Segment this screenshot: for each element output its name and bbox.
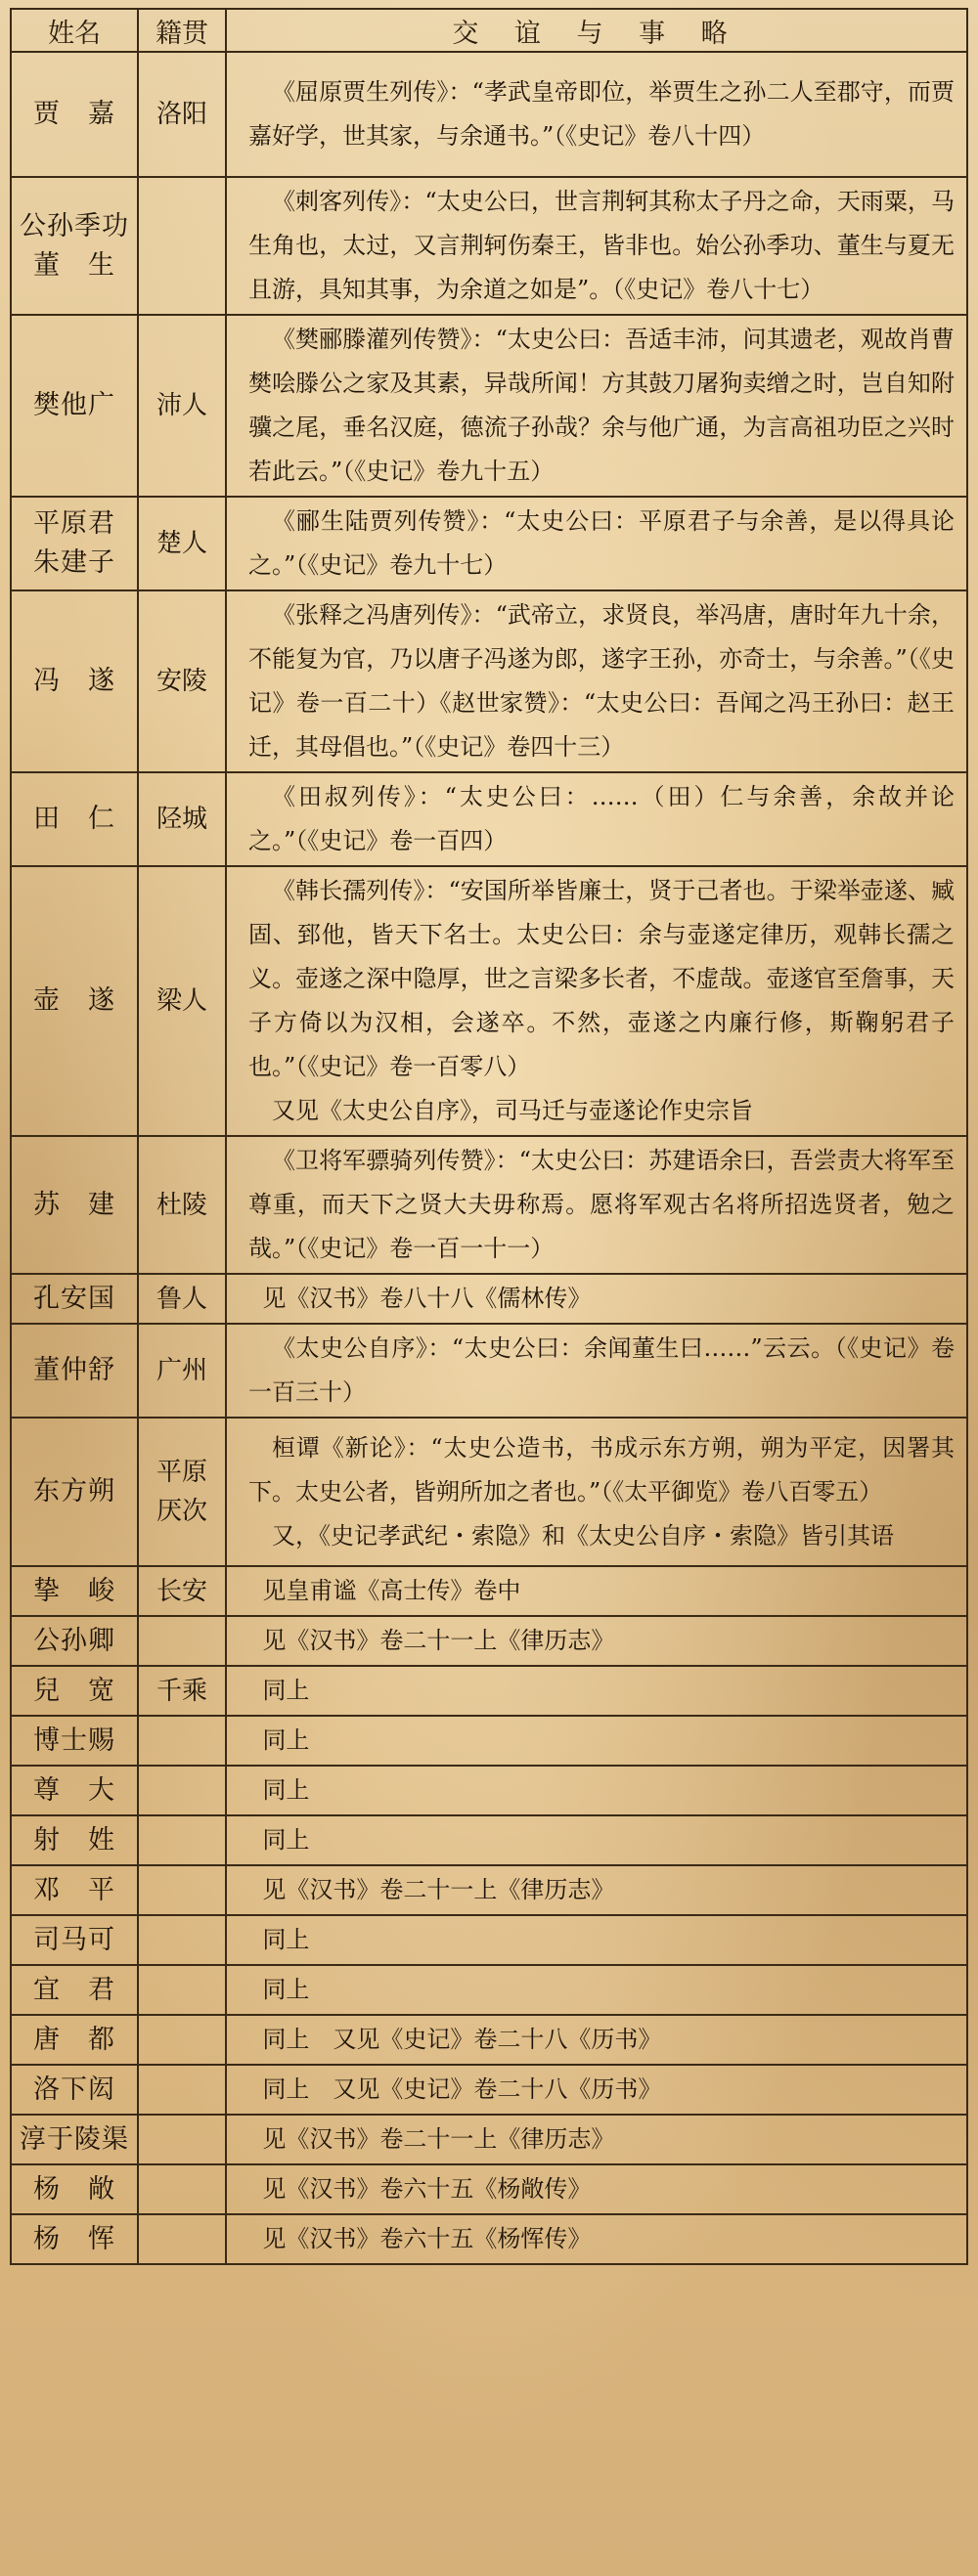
note-paragraph: 同上 (262, 1826, 310, 1854)
note-paragraph: 见《汉书》卷二十一上《律历志》 (262, 2125, 615, 2153)
relationship-notes (226, 1915, 967, 1965)
native-place: 鲁人 (138, 1274, 226, 1324)
note-paragraph: 见皇甫谧《高士传》卷中 (262, 1577, 521, 1604)
native-place (138, 1766, 226, 1815)
table-row (11, 1716, 967, 1766)
person-name: 博士赐 (11, 1716, 138, 1766)
relationship-notes (226, 866, 967, 1136)
person-name: 樊他广 (11, 315, 138, 497)
table-row (11, 2164, 967, 2214)
person-name: 贾 嘉 (11, 52, 138, 177)
native-place: 安陵 (138, 590, 226, 772)
table-row (11, 2214, 967, 2264)
relationship-notes (226, 772, 967, 866)
relationship-notes (226, 1865, 967, 1915)
table-row (11, 590, 967, 772)
note-paragraph: 同上 (262, 1677, 310, 1704)
native-place (138, 1616, 226, 1666)
person-name: 田 仁 (11, 772, 138, 866)
person-name: 挚 峻 (11, 1566, 138, 1616)
note-paragraph: 同上 (262, 1726, 310, 1754)
person-name: 公孙季功 董 生 (11, 177, 138, 315)
native-place (138, 2015, 226, 2065)
relationship-notes (226, 1815, 967, 1865)
native-place (138, 1915, 226, 1965)
header-place: 籍贯 (138, 9, 226, 52)
person-name: 尊 大 (11, 1766, 138, 1815)
note-paragraph: 《屈原贾生列传》：“孝武皇帝即位，举贾生之孙二人至郡守，而贾嘉好学，世其家，与余通书。”（《史记》卷八十四） (248, 78, 955, 150)
table-row (11, 866, 967, 1136)
note-paragraph: 《刺客列传》：“太史公曰，世言荆轲其称太子丹之命，天雨粟，马生角也，太过，又言荆轲伤秦王，皆非也。始公孙季功、董生与夏无且游，具知其事，为余道之如是”。（《史记》卷八十七） (248, 188, 955, 303)
person-name: 董仲舒 (11, 1324, 138, 1418)
relationship-notes (226, 590, 967, 772)
native-place: 长安 (138, 1566, 226, 1616)
relationship-notes (226, 1766, 967, 1815)
table-row (11, 315, 967, 497)
note-paragraph: 《韩长孺列传》：“安国所举皆廉士，贤于己者也。于梁举壶遂、臧固、郅他，皆天下名士。太史公曰：余与壶遂定律历，观韩长孺之义。壶遂之深中隐厚，世之言梁多长者，不虚哉。壶遂官至詹事，天子方倚以为汉相，会遂卒。不然，壶遂之内廉行修，斯鞠躬君子也。”（《史记》卷一百零八） (248, 877, 955, 1080)
header-name: 姓名 (11, 9, 138, 52)
note-paragraph: 《樊郦滕灌列传赞》：“太史公曰：吾适丰沛，问其遗老，观故肖曹樊哙滕公之家及其素，异哉所闻！方其鼓刀屠狗卖缯之时，岂自知附骥之尾，垂名汉庭，德流子孙哉？余与他广通，为言高祖功臣之兴时若此云。”（《史记》卷九十五） (248, 326, 955, 485)
table-row (11, 1766, 967, 1815)
relationship-notes (226, 1716, 967, 1766)
native-place: 千乘 (138, 1666, 226, 1716)
person-name: 孔安国 (11, 1274, 138, 1324)
header-row (11, 9, 967, 52)
table-row (11, 1566, 967, 1616)
relationship-notes (226, 2214, 967, 2264)
relationship-notes (226, 2065, 967, 2115)
note-paragraph: 同上 又见《史记》卷二十八《历书》 (262, 2075, 662, 2103)
table-row (11, 1666, 967, 1716)
native-place: 陉城 (138, 772, 226, 866)
relationship-notes (226, 1418, 967, 1566)
note-paragraph: 见《汉书》卷六十五《杨敞传》 (262, 2175, 592, 2203)
note-paragraph: 桓谭《新论》：“太史公造书，书成示东方朔，朔为平定，因署其下。太史公者，皆朔所加之者也。”（《太平御览》卷八百零五） (248, 1433, 955, 1506)
table-row (11, 1616, 967, 1666)
note-paragraph: 又，《史记孝武纪・索隐》和《太史公自序・索隐》皆引其语 (272, 1521, 894, 1550)
note-paragraph: 见《汉书》卷八十八《儒林传》 (262, 1285, 592, 1312)
relationship-notes (226, 1324, 967, 1418)
relationship-notes (226, 1274, 967, 1324)
person-name: 司马可 (11, 1915, 138, 1965)
person-name: 东方朔 (11, 1418, 138, 1566)
relationship-notes (226, 1566, 967, 1616)
note-paragraph: 见《汉书》卷六十五《杨恽传》 (262, 2225, 592, 2252)
native-place (138, 2164, 226, 2214)
note-paragraph: 《太史公自序》：“太史公曰：余闻董生曰……”云云。（《史记》卷一百三十） (248, 1334, 955, 1406)
native-place (138, 2214, 226, 2264)
person-name: 公孙卿 (11, 1616, 138, 1666)
relationship-notes (226, 497, 967, 590)
note-paragraph: 见《汉书》卷二十一上《律历志》 (262, 1627, 615, 1654)
header-desc: 交 谊 与 事 略 (226, 9, 967, 52)
person-name: 冯 遂 (11, 590, 138, 772)
relationship-notes (226, 2115, 967, 2164)
native-place: 平原 厌次 (138, 1418, 226, 1566)
native-place (138, 1865, 226, 1915)
native-place: 广州 (138, 1324, 226, 1418)
note-paragraph: 《田叔列传》：“太史公曰：……（田）仁与余善，余故并论之。”（《史记》卷一百四） (248, 783, 955, 854)
native-place (138, 1965, 226, 2015)
native-place (138, 177, 226, 315)
note-paragraph: 《张释之冯唐列传》：“武帝立，求贤良，举冯唐，唐时年九十余，不能复为官，乃以唐子冯遂为郎，遂字王孙，亦奇士，与余善。”（《史记》卷一百二十）《赵世家赞》：“太史公曰：吾闻之冯王孙曰：赵王迁，其母倡也。”（《史记》卷四十三） (248, 601, 955, 761)
note-paragraph: 同上 (262, 1926, 310, 1953)
note-paragraph: 《卫将军骠骑列传赞》：“太史公曰：苏建语余曰，吾尝责大将军至尊重，而天下之贤大夫毋称焉。愿将军观古名将所招选贤者，勉之哉。”（《史记》卷一百一十一） (248, 1147, 955, 1262)
table-row (11, 1815, 967, 1865)
table-row (11, 2015, 967, 2065)
native-place (138, 1716, 226, 1766)
note-paragraph: 同上 (262, 1976, 310, 2003)
table-row (11, 1965, 967, 2015)
relationship-notes (226, 2164, 967, 2214)
table-row (11, 52, 967, 177)
person-name: 宜 君 (11, 1965, 138, 2015)
table-row (11, 1865, 967, 1915)
person-name: 兒 宽 (11, 1666, 138, 1716)
person-name: 淳于陵渠 (11, 2115, 138, 2164)
table-row (11, 1915, 967, 1965)
native-place: 杜陵 (138, 1136, 226, 1274)
native-place (138, 2115, 226, 2164)
note-paragraph: 见《汉书》卷二十一上《律历志》 (262, 1876, 615, 1903)
native-place (138, 2065, 226, 2115)
native-place: 梁人 (138, 866, 226, 1136)
note-paragraph: 同上 又见《史记》卷二十八《历书》 (262, 2026, 662, 2053)
person-name: 邓 平 (11, 1865, 138, 1915)
note-paragraph: 又见《太史公自序》，司马迁与壶遂论作史宗旨 (272, 1097, 753, 1124)
native-place: 沛人 (138, 315, 226, 497)
person-name: 苏 建 (11, 1136, 138, 1274)
relationship-notes (226, 177, 967, 315)
person-name: 洛下闳 (11, 2065, 138, 2115)
relationship-notes (226, 315, 967, 497)
relationship-notes (226, 1616, 967, 1666)
native-place: 洛阳 (138, 52, 226, 177)
person-name: 唐 都 (11, 2015, 138, 2065)
table-row (11, 177, 967, 315)
table-row (11, 1274, 967, 1324)
relationship-notes (226, 2015, 967, 2065)
native-place (138, 1815, 226, 1865)
table-row (11, 1324, 967, 1418)
relationship-notes (226, 1965, 967, 2015)
table-row (11, 2065, 967, 2115)
person-name: 射 姓 (11, 1815, 138, 1865)
note-paragraph: 同上 (262, 1776, 310, 1804)
table-row (11, 772, 967, 866)
table-row (11, 497, 967, 590)
relationship-notes (226, 1666, 967, 1716)
note-paragraph: 《郦生陆贾列传赞》：“太史公曰：平原君子与余善，是以得具论之。”（《史记》卷九十七） (248, 507, 955, 579)
relationship-notes (226, 52, 967, 177)
person-name: 杨 恽 (11, 2214, 138, 2264)
table-body (11, 52, 967, 2264)
relationship-notes (226, 1136, 967, 1274)
table-row (11, 2115, 967, 2164)
native-place: 楚人 (138, 497, 226, 590)
table-row (11, 1136, 967, 1274)
friends-table (10, 8, 968, 2265)
person-name: 平原君 朱建子 (11, 497, 138, 590)
person-name: 杨 敞 (11, 2164, 138, 2214)
person-name: 壶 遂 (11, 866, 138, 1136)
table-row (11, 1418, 967, 1566)
